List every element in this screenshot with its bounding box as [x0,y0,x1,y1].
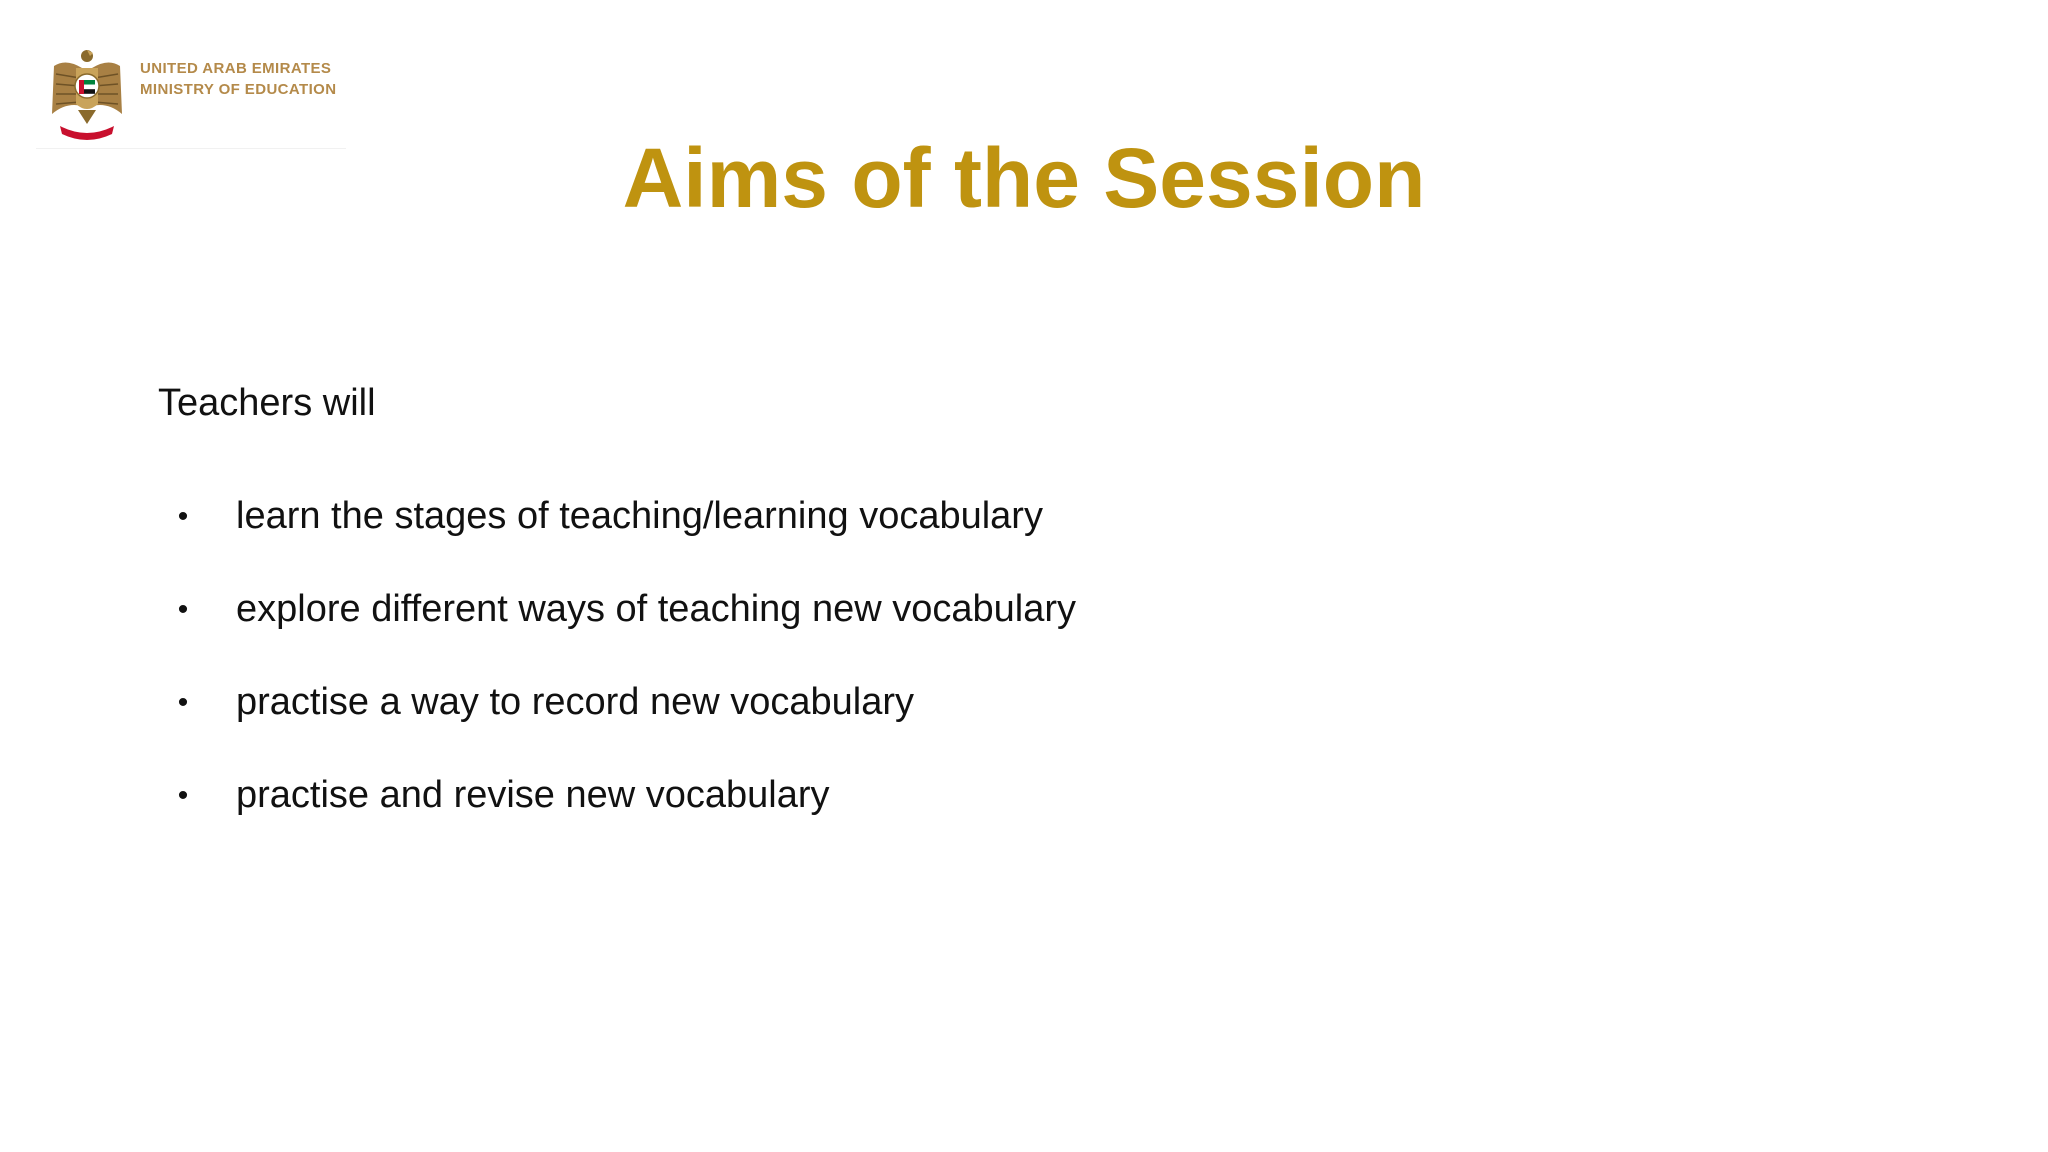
list-item [170,470,1076,563]
aim-text: practise a way to record new vocabulary [236,681,914,723]
bullet-icon: • [177,685,189,719]
bullet-icon: • [177,778,189,812]
list-item [170,656,1076,749]
aim-text: explore different ways of teaching new vocabulary [236,588,1077,630]
aim-text: practise and revise new vocabulary [236,774,830,816]
logo-line-ministry: MINISTRY OF EDUCATION [140,81,337,98]
bullet-icon: • [177,592,189,626]
logo-line-country: UNITED ARAB EMIRATES [140,60,332,77]
aim-text: learn the stages of teaching/learning vocabulary [236,495,1043,537]
list-item [170,563,1076,656]
intro-text: Teachers will [158,382,376,424]
aims-list [170,470,1076,842]
list-item [170,749,1076,842]
bullet-icon: • [177,499,189,533]
page-title: Aims of the Session [622,131,1426,225]
